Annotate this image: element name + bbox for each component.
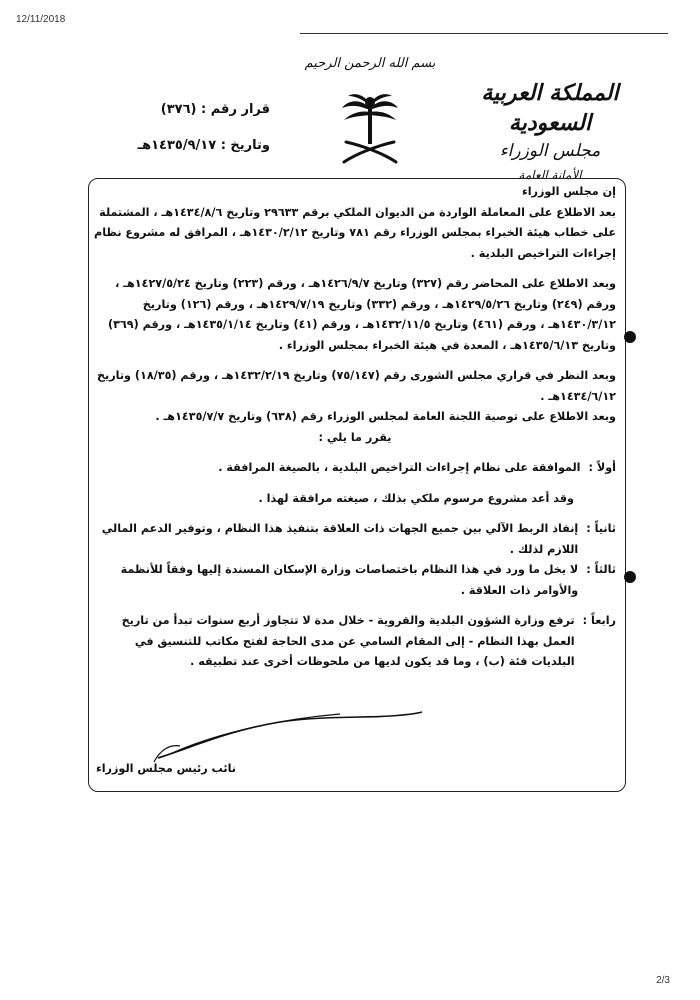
clause-fourth — [94, 611, 616, 673]
page-number: 2/3 — [656, 975, 670, 986]
clause-first-text: الموافقة على نظام إجراءات التراخيص البلدية ، بالصيغة المرافقة . — [218, 461, 581, 474]
print-date: 12/11/2018 — [16, 14, 66, 25]
clause-third — [94, 560, 616, 601]
basmala: بسم الله الرحمن الرحيم — [304, 56, 436, 71]
punch-hole-bottom — [624, 571, 636, 583]
punch-hole-top — [624, 331, 636, 343]
clause-first — [94, 458, 616, 479]
letterhead — [90, 48, 650, 182]
salutation: إن مجلس الوزراء — [521, 185, 616, 198]
header-rule — [300, 33, 668, 34]
signer-title: نائب رئيس مجلس الوزراء — [96, 762, 237, 775]
resolves-heading: يقرر ما يلي : — [318, 430, 392, 444]
palm-swords-emblem-icon — [330, 88, 410, 168]
kingdom-name: المملكة العربية السعودية — [481, 80, 619, 136]
decision-date: وتاريخ : ١٤٣٥/٩/١٧هـ — [137, 138, 270, 153]
clause-first-label: أولاً : — [588, 461, 616, 474]
clause-second-label: ثانياً : — [586, 522, 616, 535]
clause-third-text: لا يخل ما ورد في هذا النظام باختصاصات وزارة الإسكان المسندة إليها وفقاً للأنظمة والأوامر ذات العلاقة . — [120, 563, 579, 597]
paragraph-2: وبعد الاطلاع على المحاضر رقم (٣٢٧) وتاريخ ١٤٢٦/٩/٧هـ ، ورقم (٢٢٣) وتاريخ ١٤٢٧/٥/٢٤هـ ، ورقم (٢٤٩) وتاريخ ١٤٢٩/٥/٢٦هـ ، ورقم (٣٣٢) وتاريخ ١٤٢٩/٧/١٩هـ ، ورقم (١٢٦) وتاريخ ١٤٣٠/٣/١٢هـ ، ورقم (٤٦١) وتاريخ ١٤٣٢/١١/٥هـ ، ورقم (٤١) وتاريخ ١٤٣٥/١/١٤هـ ، ورقم (٣٦٩) وتاريخ ١٤٣٥/٦/١٣هـ ، المعدة في هيئة الخبراء بمجلس الوزراء . — [107, 277, 616, 352]
clause-fourth-label: رابعاً : — [582, 614, 616, 627]
clause-second — [94, 519, 616, 560]
decision-number: قرار رقم : (٣٧٦) — [160, 102, 270, 117]
secretariat-name: الأمانة العامة — [518, 168, 582, 182]
decision-block — [90, 92, 270, 164]
paragraph-3: وبعد النظر في قراري مجلس الشورى رقم (٧٥/١٤٧) وتاريخ ١٤٣٢/٢/١٩هـ ، ورقم (١٨/٣٥) وتاريخ ١٤٣٤/٦/١٢هـ . — [96, 369, 616, 403]
decision-body — [94, 182, 616, 673]
clause-second-text: إنفاذ الربط الآلي بين جميع الجهات ذات العلاقة بتنفيذ هذا النظام ، وتوفير الدعم المالي اللازم لذلك . — [101, 522, 579, 556]
paragraph-4: وبعد الاطلاع على توصية اللجنة العامة لمجلس الوزراء رقم (٦٣٨) وتاريخ ١٤٣٥/٧/٧هـ . — [155, 410, 616, 423]
clause-third-label: ثالثاً : — [586, 563, 616, 576]
council-name: مجلس الوزراء — [499, 141, 601, 161]
clause-fourth-text: ترفع وزارة الشؤون البلدية والقروية - خلال مدة لا تتجاوز أربع سنوات تبدأ من تاريخ العمل بهذا النظام - إلى المقام السامي عن مدى الحاجة لفتح مكاتب للتنسيق في البلديات فئة (ب) ، وما قد يكون لديها من ملحوظات أخرى عند تطبيقه . — [121, 614, 575, 668]
clause-first-sub: وقد أعد مشروع مرسوم ملكي بذلك ، صيغته مرافقة لهذا . — [258, 491, 574, 505]
paragraph-1: بعد الاطلاع على المعاملة الواردة من الديوان الملكي برقم ٢٩٦٣٣ وتاريخ ١٤٣٤/٨/٦هـ ، المشتملة على خطاب هيئة الخبراء بمجلس الوزراء رقم ٧٨١ وتاريخ ١٤٣٠/٢/١٢هـ ، المرافق له مشروع نظام إجراءات التراخيص البلدية . — [94, 205, 616, 260]
kingdom-block — [450, 78, 650, 186]
